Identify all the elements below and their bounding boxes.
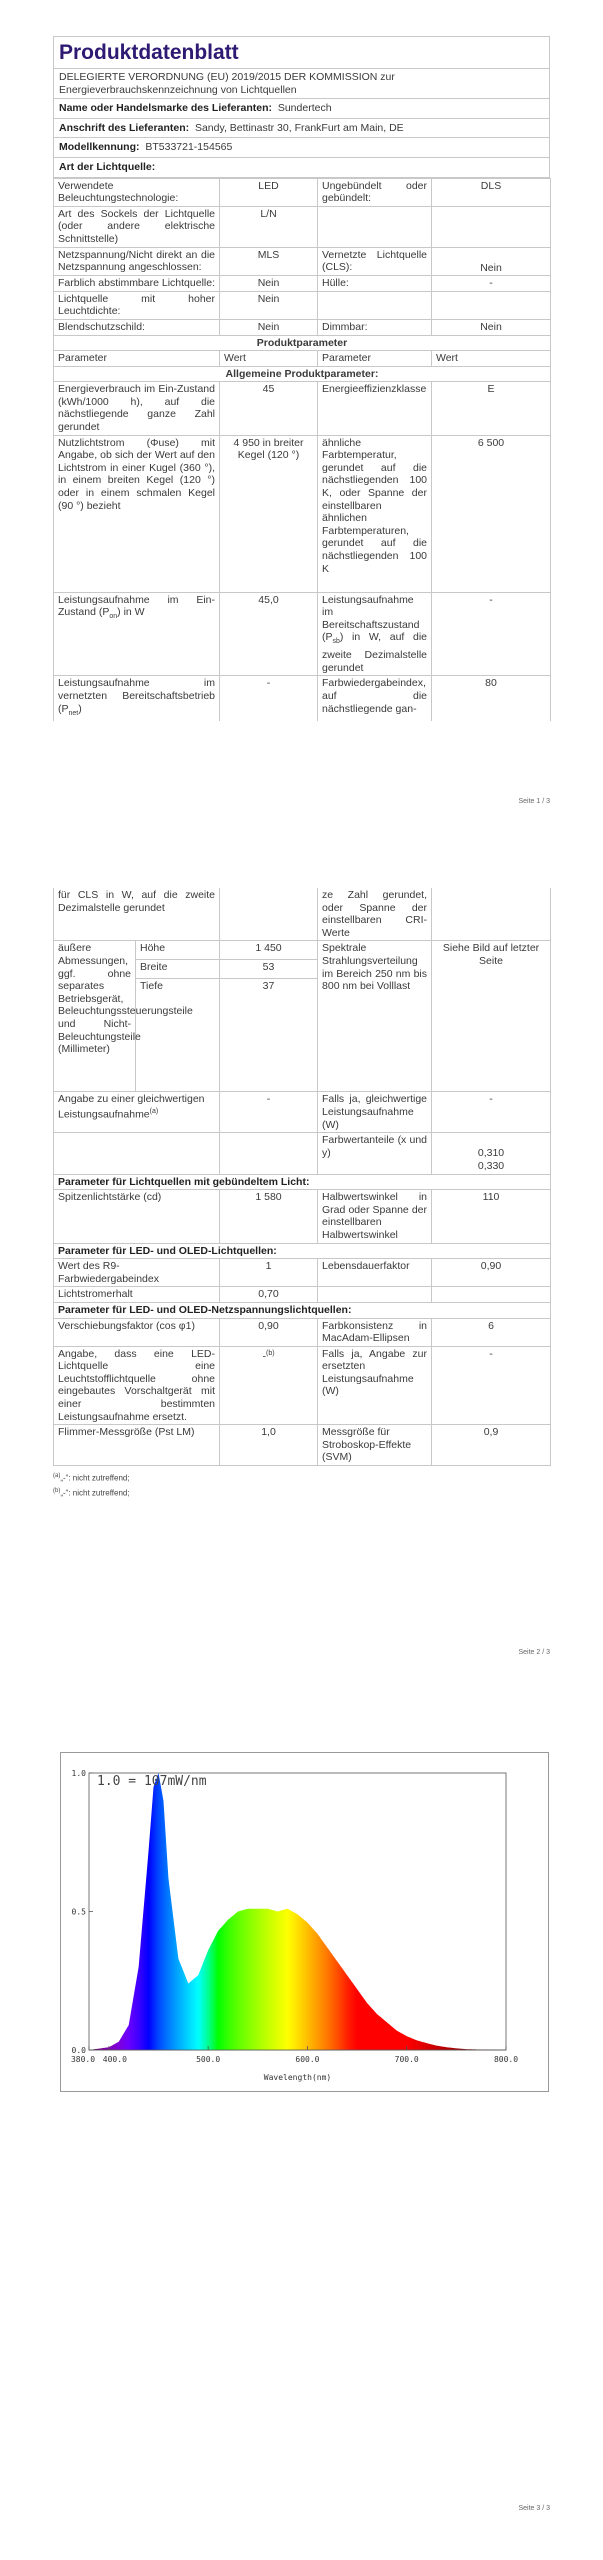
scale-annotation: 1.0 = 107mW/nm	[97, 1774, 207, 1789]
color-tunable-value: Nein	[220, 276, 318, 292]
on-power-label: Leistungsaufnahme im Ein-Zustand $(P_{on})$ in W	[54, 592, 220, 676]
equiv-value: -	[220, 1092, 318, 1133]
mains-label: Netzspannung/Nicht direkt an die Netzspannung angeschlossen:	[54, 247, 220, 276]
led-mains-heading: Parameter für LED- und OLED-Netzspannungslichtquellen:	[54, 1302, 551, 1318]
chroma-y: 0,330	[477, 1159, 505, 1172]
eff-class-label: Energieeffizienzklasse	[318, 382, 432, 435]
replace-value: -$^{(b)}$	[220, 1346, 318, 1425]
replace-power-value: -	[432, 1346, 551, 1425]
spectrum-svg	[61, 1753, 548, 2091]
consistency-label: Farbkonsistenz in MacAdam-Ellipsen	[318, 1318, 432, 1346]
x-tick-label: 380.0	[70, 2055, 96, 2064]
replace-label: Angabe, dass eine LED-Lichtquelle eine Leuchtstofflichtquelle ohne eingebautes Vorschaltgerät mit einer bestimmten Leistungsaufnahme ersetzt.	[54, 1346, 220, 1425]
connected-label: Vernetzte Lichtquelle (CLS):	[318, 247, 432, 276]
datasheet-page-2	[53, 888, 550, 1499]
envelope-value: -	[432, 276, 551, 292]
cri-label: Farbwiedergabeindex, auf die nächstliegende gan-	[318, 676, 432, 721]
spectrum-chart	[60, 1752, 549, 2092]
maint-value: 0,70	[220, 1287, 318, 1303]
directional-heading: Parameter für Lichtquellen mit gebündeltem Licht:	[54, 1174, 551, 1190]
maint-label: Lichtstromerhalt	[54, 1287, 220, 1303]
chroma-label: Farbwertanteile (x und y)	[318, 1133, 432, 1174]
page-number-1: Seite 1 / 3	[518, 798, 550, 805]
x-tick-label: 500.0	[196, 2055, 221, 2064]
cct-value: 6 500	[432, 435, 551, 592]
beam-label: Halbwertswinkel in Grad oder Spanne der einstellbaren Halbwertswinkel	[318, 1190, 432, 1243]
x-tick-label: 400.0	[102, 2055, 127, 2064]
on-power-value: 45,0	[220, 592, 318, 676]
model-row: Modellkennung: BT533721-154565	[54, 138, 550, 158]
undirected-label: Ungebündelt oder gebündelt:	[318, 178, 432, 206]
supplier-row: Name oder Handelsmarke des Lieferanten: Sundertech	[54, 99, 550, 119]
col-value-2: Wert	[432, 351, 551, 367]
x-tick-label: 600.0	[295, 2055, 320, 2064]
address-row: Anschrift des Lieferanten: Sandy, Bettinastr 30, FrankFurt am Main, DE	[54, 118, 550, 138]
glare-label: Blendschutzschild:	[54, 319, 220, 335]
header-table	[53, 36, 550, 178]
spd-label: Spektrale Strahlungsverteilung im Bereich 250 nm bis 800 nm bei Volllast	[318, 941, 432, 1092]
energy-label: Energieverbrauch im Ein-Zustand (kWh/1000 h), auf die nächstliegende ganze Zahl gerundet	[54, 382, 220, 435]
glare-value: Nein	[220, 319, 318, 335]
product-params-heading: Produktparameter	[54, 335, 551, 351]
height-value: 1 450	[220, 941, 318, 960]
light-source-type-heading: Art der Lichtquelle:	[54, 157, 550, 177]
flicker-label: Flimmer-Messgröße (Pst LM)	[54, 1425, 220, 1466]
footnotes	[53, 1470, 550, 1499]
standby-value: -	[432, 592, 551, 676]
consistency-value: 6	[432, 1318, 551, 1346]
cri-value: 80	[432, 676, 551, 721]
mains-value: MLS	[220, 247, 318, 276]
replace-power-label: Falls ja, Angabe zur ersetzten Leistungsaufnahme (W)	[318, 1346, 432, 1425]
equiv-label: Angabe zu einer gleichwertigen Leistungsaufnahme$^{(a)}$	[54, 1092, 220, 1133]
model-id: BT533721-154565	[145, 141, 233, 154]
equiv-power-value: -	[432, 1092, 551, 1133]
r9-label: Wert des R9-Farbwiedergabeindex	[54, 1259, 220, 1287]
height-label: Höhe	[136, 941, 220, 960]
dimmable-label: Dimmbar:	[318, 319, 432, 335]
cri-label-cont: ze Zahl gerundet, oder Spanne der einstellbaren CRI-Werte	[318, 888, 432, 941]
netsb-label-cont: für CLS in W, auf die zweite Dezimalstelle gerundet	[54, 888, 220, 941]
dimmable-value: Nein	[432, 319, 551, 335]
cct-label: ähnliche Farbtemperatur, gerundet auf die nächstliegenden 100 K, oder Spanne der einstellbaren ähnlichen Farbtemperaturen, gerundet auf die nächstliegenden 100 K	[318, 435, 432, 592]
chroma-values	[432, 1133, 551, 1174]
energy-value: 45	[220, 382, 318, 435]
general-params-heading: Allgemeine Produktparameter:	[54, 366, 551, 382]
peak-value: 1 580	[220, 1190, 318, 1243]
equiv-power-label: Falls ja, gleichwertige Leistungsaufnahme (W)	[318, 1092, 432, 1133]
x-axis-label: Wavelength(nm)	[263, 2073, 332, 2082]
cosphi-label: Verschiebungsfaktor (cos φ1)	[54, 1318, 220, 1346]
undirected-value: DLS	[432, 178, 551, 206]
flux-value: 4 950 in breiter Kegel (120 °)	[220, 435, 318, 592]
r9-value: 1	[220, 1259, 318, 1287]
netsb-value: -	[220, 676, 318, 721]
socket-label: Art des Sockels der Lichtquelle (oder andere elektrische Schnittstelle)	[54, 206, 220, 247]
x-tick-label: 800.0	[493, 2055, 519, 2064]
y-tick-label: 1.0	[71, 1769, 86, 1778]
socket-value: L/N	[220, 206, 318, 247]
depth-label: Tiefe	[136, 979, 220, 1092]
dims-label: äußere Abmessungen, ggf. ohne separates Betriebsgerät, Beleuchtungssteuerungsteile und Nicht-Beleuchtungsteile (Millimeter)	[54, 941, 136, 1092]
life-label: Lebensdauerfaktor	[318, 1259, 432, 1287]
footnote-b: $^{(b)}$„-“: nicht zutreffend;	[53, 1487, 130, 1498]
supplier-name: Sundertech	[277, 102, 332, 115]
standby-label: Leistungsaufnahme im Bereitschaftszustand $(P_{sb})$ in W, auf die zweite Dezimalstelle gerundet	[318, 592, 432, 676]
continued-table	[53, 888, 551, 1466]
page-title: Produktdatenblatt	[54, 37, 550, 69]
svm-label: Messgröße für Stroboskop-Effekte (SVM)	[318, 1425, 432, 1466]
peak-label: Spitzenlichtstärke (cd)	[54, 1190, 220, 1243]
beam-value: 110	[432, 1190, 551, 1243]
eff-class-value: E	[432, 382, 551, 435]
datasheet-page-1	[53, 36, 550, 721]
col-param-2: Parameter	[318, 351, 432, 367]
depth-value: 37	[220, 979, 318, 1092]
envelope-label: Hülle:	[318, 276, 432, 292]
x-tick-label: 700.0	[394, 2055, 419, 2064]
connected-value: Nein	[432, 247, 551, 276]
col-param-1: Parameter	[54, 351, 220, 367]
svm-value: 0,9	[432, 1425, 551, 1466]
flux-label: Nutzlichtstrom (Φuse) mit Angabe, ob sich der Wert auf den Lichtstrom in einer Kugel (360 °), in einem breiten Kegel (120 °) oder in einem schmalen Kegel (90 °) bezieht	[54, 435, 220, 592]
supplier-address: Sandy, Bettinastr 30, FrankFurt am Main, DE	[194, 121, 404, 134]
color-tunable-label: Farblich abstimmbare Lichtquelle:	[54, 276, 220, 292]
y-tick-label: 0.5	[71, 1907, 86, 1917]
spd-value: Siehe Bild auf letzter Seite	[432, 941, 551, 1092]
tech-value: LED	[220, 178, 318, 206]
regulation-text: DELEGIERTE VERORDNUNG (EU) 2019/2015 DER KOMMISSION zur Energieverbrauchskennzeichnung von Lichtquellen	[54, 69, 550, 99]
type-table	[53, 178, 551, 722]
high-lum-value: Nein	[220, 291, 318, 319]
life-value: 0,90	[432, 1259, 551, 1287]
high-lum-label: Lichtquelle mit hoher Leuchtdichte:	[54, 291, 220, 319]
flicker-value: 1,0	[220, 1425, 318, 1466]
led-heading: Parameter für LED- und OLED-Lichtquellen:	[54, 1243, 551, 1259]
page-number-3: Seite 3 / 3	[518, 2505, 550, 2512]
footnote-a: $^{(a)}$„-“: nicht zutreffend;	[53, 1473, 130, 1483]
y-tick-label: 0.0	[71, 2046, 86, 2055]
width-label: Breite	[136, 960, 220, 979]
chroma-x: 0,310	[477, 1147, 505, 1160]
col-value-1: Wert	[220, 351, 318, 367]
tech-label: Verwendete Beleuchtungstechnologie:	[54, 178, 220, 206]
cosphi-value: 0,90	[220, 1318, 318, 1346]
netsb-label: Leistungsaufnahme im vernetzten Bereitschaftsbetrieb $(P_{net})$	[54, 676, 220, 721]
width-value: 53	[220, 960, 318, 979]
page-number-2: Seite 2 / 3	[518, 1649, 550, 1656]
